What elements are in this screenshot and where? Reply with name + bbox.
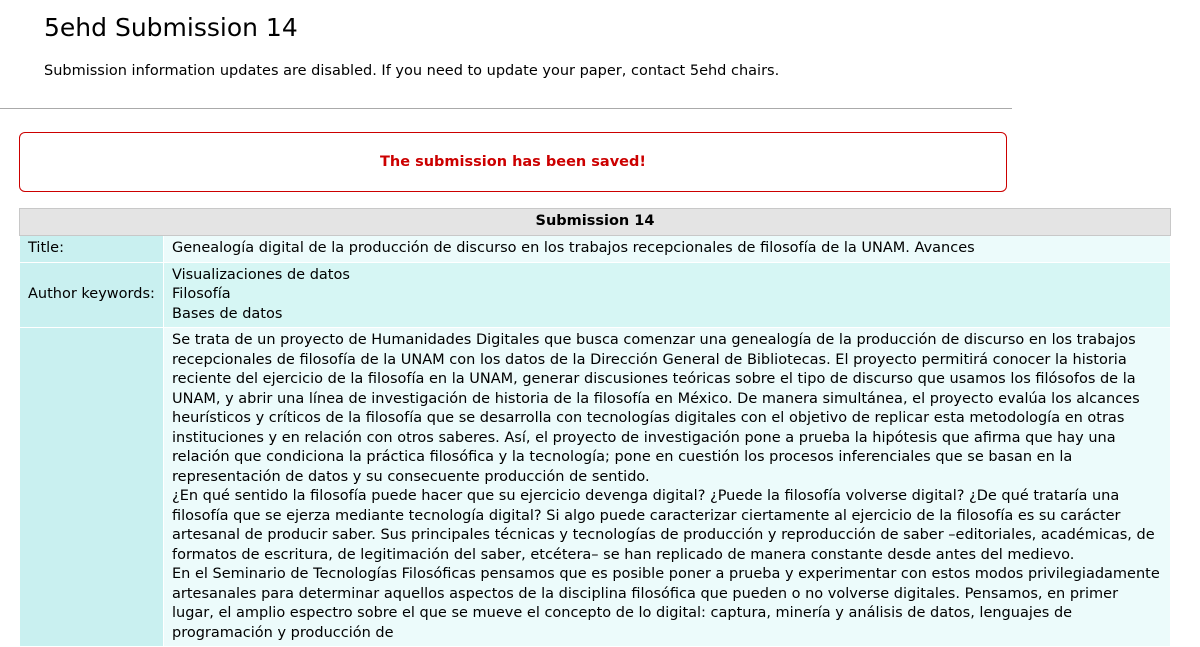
header-divider <box>0 108 1012 109</box>
table-caption: Submission 14 <box>20 209 1171 236</box>
page-title: 5ehd Submission 14 <box>44 13 298 42</box>
title-label: Title: <box>20 236 164 263</box>
update-notice: Submission information updates are disabled. If you need to update your paper, contact 5ehd chairs. <box>44 63 780 79</box>
abstract-row <box>20 328 1171 647</box>
keywords-row <box>20 262 1171 328</box>
title-value: Genealogía digital de la producción de discurso en los trabajos recepcionales de filosofía de la UNAM. Avances <box>164 236 1171 263</box>
keywords-label: Author keywords: <box>20 262 164 328</box>
abstract-value <box>164 328 1171 647</box>
keyword-item: Bases de datos <box>172 305 283 322</box>
keyword-item: Visualizaciones de datos <box>172 266 350 283</box>
keywords-value <box>164 262 1171 328</box>
saved-alert-message: The submission has been saved! <box>380 154 646 170</box>
submission-table <box>19 208 1171 647</box>
title-row <box>20 236 1171 263</box>
keyword-item: Filosofía <box>172 286 231 302</box>
abstract-label <box>20 328 164 647</box>
saved-alert <box>19 132 1007 192</box>
abstract-paragraph: Se trata de un proyecto de Humanidades Digitales que busca comenzar una genealogía de la producción de discurso en los trabajos recepcionales de filosofía de la UNAM con los datos de la Dirección General de Bibliotecas. El proyecto permitirá conocer la historia reciente del ejercicio de la filosofía en la UNAM, generar discusiones teóricas sobre el tipo de discurso que usamos los filósofos de la UNAM, y abrir una línea de investigación de historia de la filosofía en México. De manera simultánea, el proyecto evalúa los alcances heurísticos y críticos de la filosofía que se desarrolla con tecnologías digitales con el objetivo de replicar esta metodología en otras instituciones y en relación con otros saberes. Así, el proyecto de investigación pone a prueba la hipótesis que afirma que hay una relación que condiciona la práctica filosófica y la tecnología; pone en cuestión los procesos inferenciales que se basan en la representación de datos y su consecuente producción de sentido. <box>172 332 1140 485</box>
abstract-paragraph: ¿En qué sentido la filosofía puede hacer que su ejercicio devenga digital? ¿Puede la filosofía volverse digital? ¿De qué trataría una filosofía que se ejerza mediante tecnología digital? Si algo puede caracterizar ciertamente al ejercicio de la filosofía es su carácter artesanal de producir saber. Sus principales técnicas y tecnologías de producción y reproducción de saber –editoriales, académicas, de formatos de escritura, de legitimación del saber, etcétera– se han replicado de manera constante desde antes del medievo. <box>172 488 1155 563</box>
abstract-paragraph: En el Seminario de Tecnologías Filosóficas pensamos que es posible poner a prueba y experimentar con estos modos privilegiadamente artesanales para determinar aquellos aspectos de la disciplina filosófica que pueden o no volverse digitales. Pensamos, en primer lugar, el amplio espectro sobre el que se mueve el concepto de lo digital: captura, minería y análisis de datos, lenguajes de programación y producción de <box>172 566 1160 641</box>
